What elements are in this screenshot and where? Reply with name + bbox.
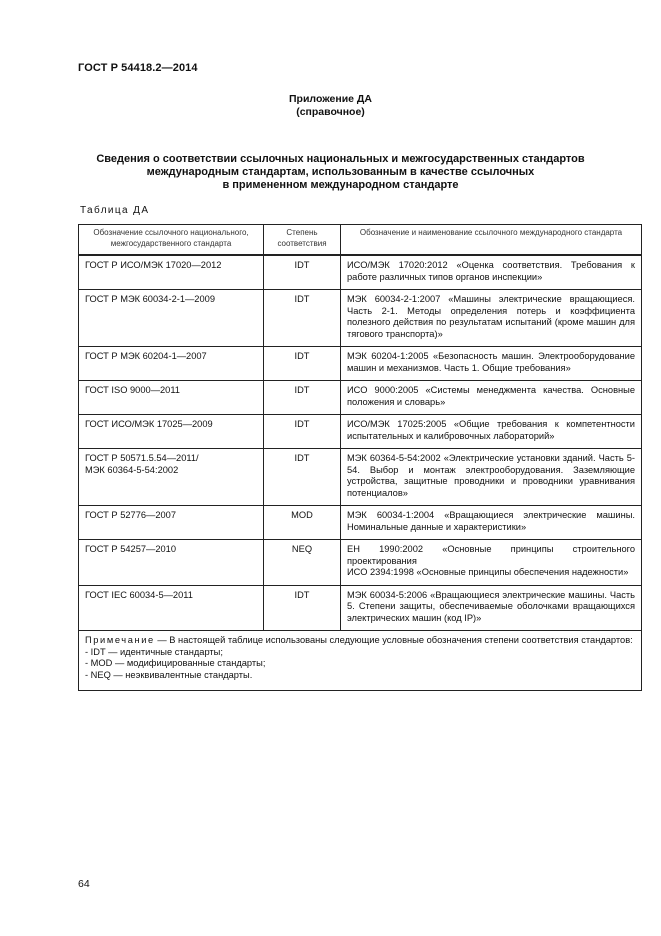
table-row bbox=[79, 449, 642, 506]
table-note bbox=[79, 631, 642, 691]
correspondence-table bbox=[78, 224, 642, 691]
header-degree-of-conformity: Степень соответствия bbox=[264, 225, 341, 256]
degree-cell: IDT bbox=[264, 585, 341, 631]
international-standard-text: ИСО 2394:1998 «Основные принципы обеспечения надежности» bbox=[347, 567, 629, 577]
note-item: - NEQ — неэквивалентные стандарты. bbox=[85, 669, 253, 680]
international-standard-cell bbox=[341, 381, 642, 415]
international-standard-text: МЭК 60034-2-1:2007 «Машины электрические вращающиеся. Часть 2-1. Методы определения потерь и коэффициента полезного действия по результатам испытаний (кроме машин для тягового транспорта)» bbox=[347, 294, 635, 339]
table-row bbox=[79, 255, 642, 290]
degree-cell: IDT bbox=[264, 290, 341, 347]
table-row bbox=[79, 290, 642, 347]
international-standard-text: МЭК 60204-1:2005 «Безопасность машин. Электрооборудование машин и механизмов. Часть 1. Общие требования» bbox=[347, 351, 635, 373]
table-row bbox=[79, 347, 642, 381]
appendix-heading bbox=[0, 93, 661, 119]
national-standard-cell: ГОСТ Р МЭК 60204-1—2007 bbox=[79, 347, 264, 381]
note-item: - MOD — модифицированные стандарты; bbox=[85, 658, 266, 668]
table-row bbox=[79, 585, 642, 631]
national-standard-cell: ГОСТ Р 50571.5.54—2011/ МЭК 60364-5-54:2002 bbox=[79, 449, 264, 506]
correspondence-table-container bbox=[78, 224, 641, 691]
national-standard-cell: ГОСТ Р МЭК 60034-2-1—2009 bbox=[79, 290, 264, 347]
page-number: 64 bbox=[78, 878, 90, 890]
international-standard-cell bbox=[341, 290, 642, 347]
international-standard-cell bbox=[341, 449, 642, 506]
national-standard-cell: ГОСТ Р 54257—2010 bbox=[79, 540, 264, 586]
document-code-header: ГОСТ Р 54418.2—2014 bbox=[78, 62, 198, 74]
international-standard-cell bbox=[341, 347, 642, 381]
table-caption: Таблица ДА bbox=[80, 205, 150, 216]
national-standard-cell: ГОСТ IEC 60034-5—2011 bbox=[79, 585, 264, 631]
table-note-row bbox=[79, 631, 642, 691]
national-standard-cell: ГОСТ Р 52776—2007 bbox=[79, 506, 264, 540]
table-body bbox=[79, 255, 642, 631]
international-standard-text: ЕН 1990:2002 «Основные принципы строительного проектирования bbox=[347, 544, 635, 566]
table-row bbox=[79, 381, 642, 415]
international-standard-text: МЭК 60364-5-54:2002 «Электрические установки зданий. Часть 5-54. Выбор и монтаж электрооборудования. Заземляющие устройства, защитные проводники и проводники уравнивания потенциалов» bbox=[347, 453, 635, 498]
international-standard-cell bbox=[341, 540, 642, 586]
degree-cell: MOD bbox=[264, 506, 341, 540]
international-standard-text: МЭК 60034-1:2004 «Вращающиеся электрические машины. Номинальные данные и характеристики» bbox=[347, 510, 635, 532]
degree-cell: IDT bbox=[264, 255, 341, 290]
note-text: — В настоящей таблице использованы следующие условные обозначения степени соответствия стандартов: bbox=[154, 635, 633, 645]
degree-cell: IDT bbox=[264, 381, 341, 415]
degree-cell: NEQ bbox=[264, 540, 341, 586]
header-national-standard: Обозначение ссылочного национального, межгосударственного стандарта bbox=[79, 225, 264, 256]
table-row bbox=[79, 506, 642, 540]
international-standard-cell bbox=[341, 415, 642, 449]
international-standard-text: ИСО/МЭК 17025:2005 «Общие требования к компетентности испытательных и калибровочных лабораторий» bbox=[347, 419, 635, 441]
section-title bbox=[60, 153, 621, 192]
section-title-line: в примененном международном стандарте bbox=[222, 179, 459, 191]
section-title-line: Сведения о соответствии ссылочных национальных и межгосударственных стандартов bbox=[96, 153, 585, 165]
header-international-standard: Обозначение и наименование ссылочного международного стандарта bbox=[341, 225, 642, 256]
international-standard-cell bbox=[341, 506, 642, 540]
note-label: Примечание bbox=[85, 635, 155, 645]
note-item: - IDT — идентичные стандарты; bbox=[85, 646, 223, 657]
international-standard-text: МЭК 60034-5:2006 «Вращающиеся электрические машины. Часть 5. Степени защиты, обеспечиваемые оболочками вращающихся электрических машин (код IP)» bbox=[347, 589, 635, 623]
degree-cell: IDT bbox=[264, 415, 341, 449]
degree-cell: IDT bbox=[264, 347, 341, 381]
appendix-subtitle: (справочное) bbox=[296, 106, 365, 118]
international-standard-text: ИСО/МЭК 17020:2012 «Оценка соответствия. Требования к работе различных типов органов инспекции» bbox=[347, 260, 635, 282]
international-standard-text: ИСО 9000:2005 «Системы менеджмента качества. Основные положения и словарь» bbox=[347, 385, 635, 407]
international-standard-cell bbox=[341, 585, 642, 631]
degree-cell: IDT bbox=[264, 449, 341, 506]
table-row bbox=[79, 540, 642, 586]
national-standard-cell: ГОСТ ИСО/МЭК 17025—2009 bbox=[79, 415, 264, 449]
section-title-line: международным стандартам, использованным в качестве ссылочных bbox=[146, 166, 535, 178]
table-row bbox=[79, 415, 642, 449]
national-standard-cell: ГОСТ Р ИСО/МЭК 17020—2012 bbox=[79, 255, 264, 290]
table-header-row bbox=[79, 225, 642, 256]
appendix-title: Приложение ДА bbox=[289, 93, 372, 105]
international-standard-cell bbox=[341, 255, 642, 290]
national-standard-cell: ГОСТ ISO 9000—2011 bbox=[79, 381, 264, 415]
